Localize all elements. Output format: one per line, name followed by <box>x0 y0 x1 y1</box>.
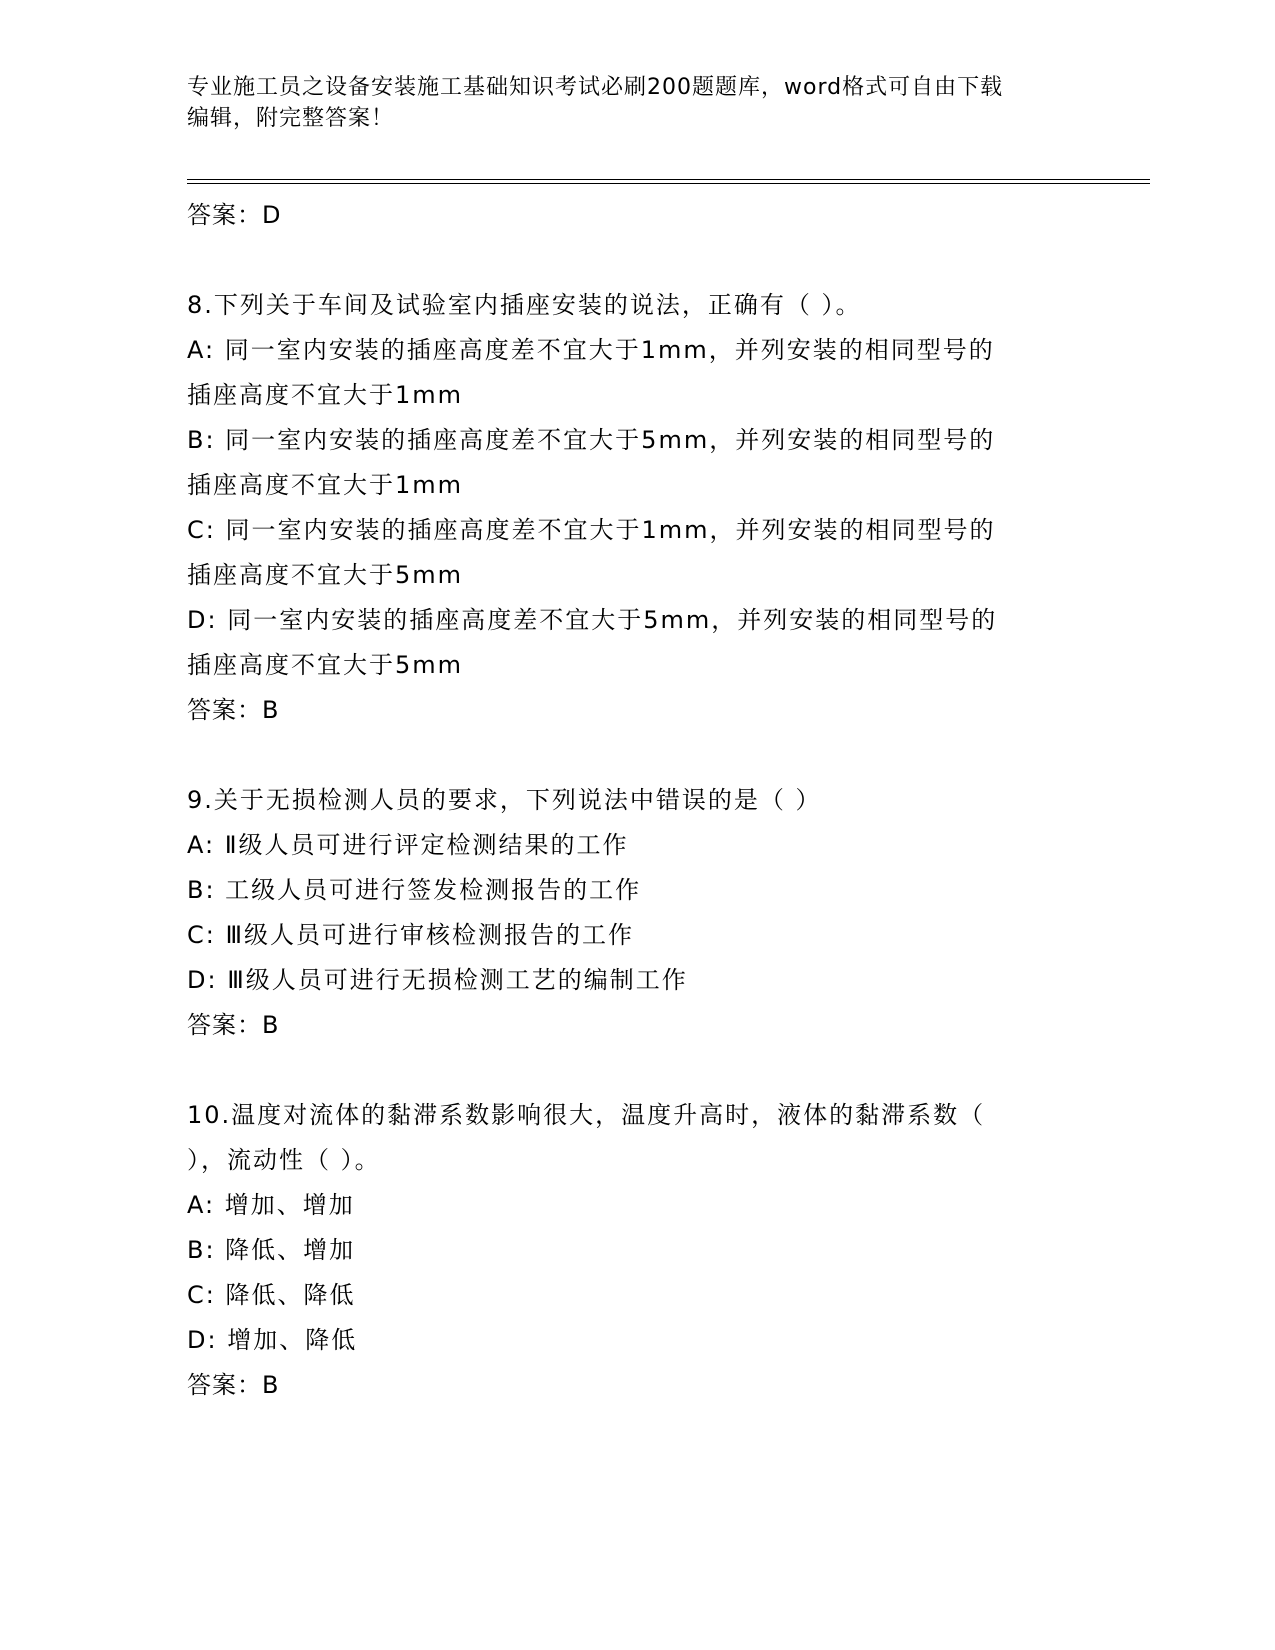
previous-answer: 答案：D <box>187 201 282 229</box>
question-10-answer: 答案：B <box>187 1371 280 1399</box>
question-8-option-b-line-1: B: 同一室内安装的插座高度差不宜大于5mm，并列安装的相同型号的 <box>187 426 996 454</box>
question-8-option-b-line-2: 插座高度不宜大于1mm <box>187 471 464 499</box>
question-10-option-c: C: 降低、降低 <box>187 1281 356 1309</box>
question-10-option-a: A: 增加、增加 <box>187 1191 355 1219</box>
question-9-answer: 答案：B <box>187 1011 280 1039</box>
header-line-1: 专业施工员之设备安装施工基础知识考试必刷200题题库，word格式可自由下载 <box>187 75 1004 100</box>
question-10-stem-line-1: 10.温度对流体的黏滞系数影响很大，温度升高时，液体的黏滞系数（ <box>187 1101 986 1129</box>
question-8-option-c-line-2: 插座高度不宜大于5mm <box>187 561 464 589</box>
question-8-option-a-line-1: A: 同一室内安装的插座高度差不宜大于1mm，并列安装的相同型号的 <box>187 336 995 364</box>
question-10-stem-line-2: ），流动性（ ）。 <box>187 1146 381 1174</box>
question-10-option-b: B: 降低、增加 <box>187 1236 356 1264</box>
header-divider-bottom <box>187 183 1150 184</box>
question-9-option-c: C: Ⅲ级人员可进行审核检测报告的工作 <box>187 921 635 949</box>
question-8-stem: 8.下列关于车间及试验室内插座安装的说法，正确有（ ）。 <box>187 291 862 319</box>
question-8-option-c-line-1: C: 同一室内安装的插座高度差不宜大于1mm，并列安装的相同型号的 <box>187 516 996 544</box>
question-8-option-a-line-2: 插座高度不宜大于1mm <box>187 381 464 409</box>
question-8-option-d-line-1: D: 同一室内安装的插座高度差不宜大于5mm，并列安装的相同型号的 <box>187 606 998 634</box>
question-9-option-b: B: 工级人员可进行签发检测报告的工作 <box>187 876 642 904</box>
question-8-answer: 答案：B <box>187 696 280 724</box>
header-line-2: 编辑，附完整答案！ <box>187 106 395 131</box>
question-10-option-d: D: 增加、降低 <box>187 1326 358 1354</box>
question-9-stem: 9.关于无损检测人员的要求，下列说法中错误的是（ ） <box>187 786 822 814</box>
document-header <box>187 72 1087 134</box>
question-9-option-d: D: Ⅲ级人员可进行无损检测工艺的编制工作 <box>187 966 688 994</box>
question-8-option-d-line-2: 插座高度不宜大于5mm <box>187 651 464 679</box>
question-9-option-a: A: Ⅱ级人员可进行评定检测结果的工作 <box>187 831 629 859</box>
header-divider-top <box>187 179 1150 180</box>
